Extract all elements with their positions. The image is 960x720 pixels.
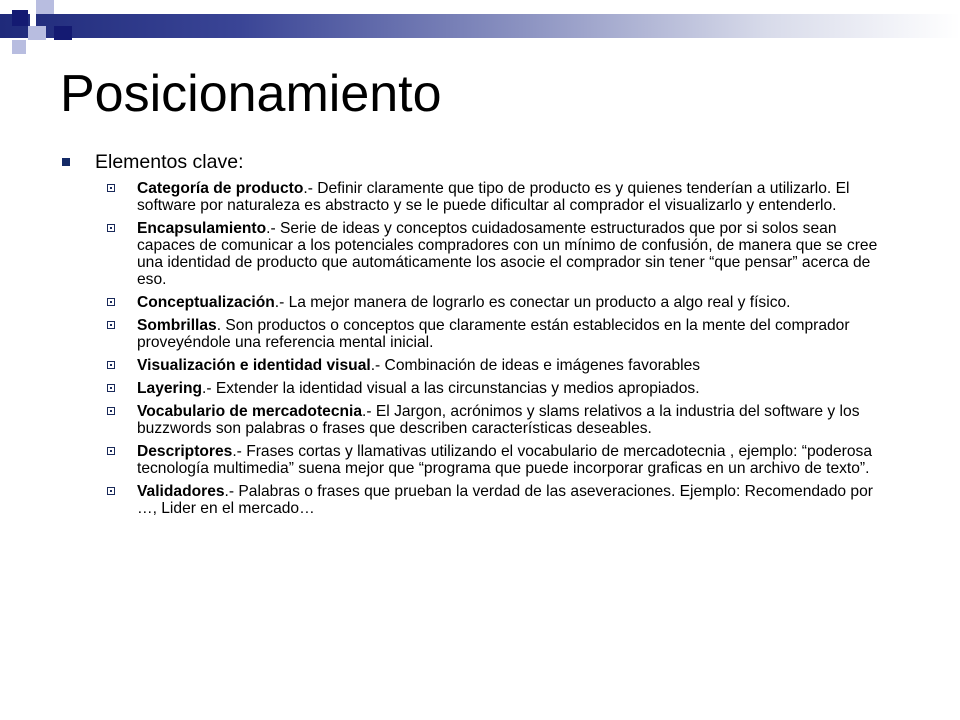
- item-description: .- Frases cortas y llamativas utilizando el vocabulario de mercadotecnia , ejemplo: “poderosa tecnología multimedia” suena mejor que “programa que puede incorporar graficas en un archivo de texto”.: [137, 443, 872, 477]
- header-square: [28, 26, 46, 40]
- header-square: [12, 10, 28, 26]
- list-item: [137, 380, 888, 397]
- item-term: Sombrillas: [137, 317, 217, 334]
- hollow-square-bullet-icon: [107, 384, 115, 392]
- item-term: Encapsulamiento: [137, 220, 267, 237]
- item-description: .- Definir claramente que tipo de producto es y quienes tenderían a utilizarlo. El software por naturaleza es abstracto y se le puede dificultar al comprador el visualizarlo y entenderlo.: [137, 180, 850, 214]
- hollow-square-bullet-icon: [107, 407, 115, 415]
- header-gradient-band: [0, 14, 960, 38]
- item-term: Vocabulario de mercadotecnia: [137, 403, 363, 420]
- level1-bullet-item: [58, 150, 888, 174]
- slide-title: Posicionamiento: [60, 65, 442, 123]
- item-term: Validadores: [137, 483, 225, 500]
- list-item: [137, 317, 888, 351]
- item-term: Conceptualización: [137, 294, 275, 311]
- hollow-square-bullet-icon: [107, 321, 115, 329]
- item-description: .- La mejor manera de lograrlo es conectar un producto a algo real y físico.: [274, 294, 791, 311]
- item-description: .- Palabras o frases que prueban la verdad de las aseveraciones. Ejemplo: Recomendado por …, Lider en el mercado…: [137, 483, 873, 517]
- header-square: [30, 14, 36, 26]
- header-square: [36, 0, 54, 14]
- hollow-square-bullet-icon: [107, 447, 115, 455]
- header-square: [54, 26, 72, 40]
- item-description: . Son productos o conceptos que claramente están establecidos en la mente del comprador proveyéndole una referencia mental inicial.: [137, 317, 850, 351]
- list-item: [137, 483, 888, 517]
- item-term: Categoría de producto: [137, 180, 304, 197]
- level1-text: Elementos clave:: [95, 151, 244, 173]
- hollow-square-bullet-icon: [107, 487, 115, 495]
- item-term: Visualización e identidad visual: [137, 357, 371, 374]
- item-term: Descriptores: [137, 443, 233, 460]
- item-term: Layering: [137, 380, 202, 397]
- hollow-square-bullet-icon: [107, 224, 115, 232]
- header-square: [12, 40, 26, 54]
- sub-bullet-list: [58, 180, 888, 517]
- list-item: [137, 403, 888, 437]
- slide-body: [58, 150, 888, 523]
- hollow-square-bullet-icon: [107, 361, 115, 369]
- item-description: .- Extender la identidad visual a las circunstancias y medios apropiados.: [202, 380, 700, 397]
- list-item: [137, 357, 888, 374]
- item-description: .- Serie de ideas y conceptos cuidadosamente estructurados que por si solos sean capaces de comunicar a los potenciales compradores con un mínimo de confusión, de manera que se cree una identidad de producto que automáticamente los asocie el comprador sin tener “que pensar” acerca de eso.: [137, 220, 878, 288]
- square-bullet-icon: [62, 158, 70, 166]
- list-item: [137, 220, 888, 288]
- list-item: [137, 443, 888, 477]
- list-item: [137, 180, 888, 214]
- item-description: .- El Jargon, acrónimos y slams relativos a la industria del software y los buzzwords son palabras o frases que describen características deseables.: [137, 403, 860, 437]
- hollow-square-bullet-icon: [107, 184, 115, 192]
- item-description: .- Combinación de ideas e imágenes favorables: [370, 357, 701, 374]
- hollow-square-bullet-icon: [107, 298, 115, 306]
- list-item: [137, 294, 888, 311]
